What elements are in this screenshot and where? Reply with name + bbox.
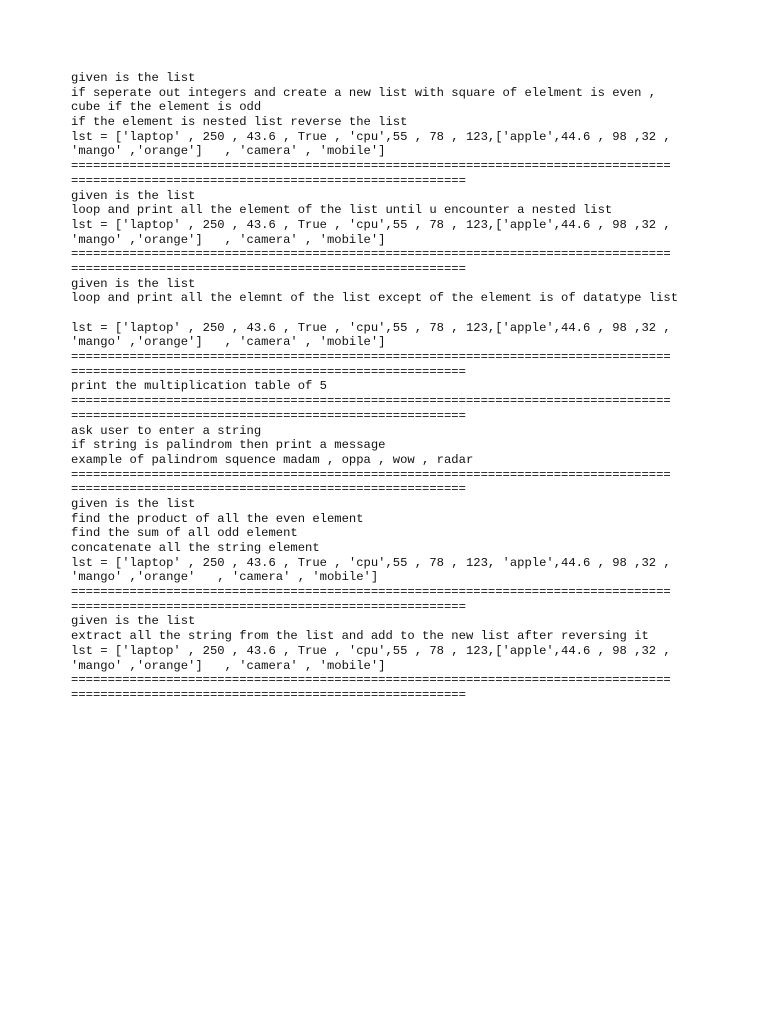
text-line: if the element is nested list reverse the list bbox=[71, 115, 408, 130]
text-line: given is the list bbox=[71, 276, 196, 291]
separator-line: ====================================================== bbox=[71, 599, 466, 614]
text-line: find the sum of all odd element bbox=[71, 526, 298, 541]
separator-line: ================================================================================== bbox=[71, 585, 671, 600]
text-line: extract all the string from the list and add to the new list after reversing it bbox=[71, 629, 649, 644]
separator-line: ====================================================== bbox=[71, 408, 466, 423]
document-page bbox=[71, 71, 711, 703]
code-line: lst = ['laptop' , 250 , 43.6 , True , 'cpu',55 , 78 , 123,['apple',44.6 , 98 ,32 , bbox=[71, 643, 671, 658]
separator-line: ================================================================================== bbox=[71, 159, 671, 174]
separator-line: ================================================================================== bbox=[71, 673, 671, 688]
text-line: if seperate out integers and create a new list with square of elelment is even , bbox=[71, 85, 657, 100]
code-line: lst = ['laptop' , 250 , 43.6 , True , 'cpu',55 , 78 , 123,['apple',44.6 , 98 ,32 , bbox=[71, 217, 671, 232]
separator-line: ================================================================================== bbox=[71, 247, 671, 262]
separator-line: ====================================================== bbox=[71, 173, 466, 188]
blank-line bbox=[71, 306, 711, 321]
code-line: 'mango' ,'orange'] , 'camera' , 'mobile'] bbox=[71, 335, 386, 350]
separator-line: ================================================================================== bbox=[71, 350, 671, 365]
code-line: lst = ['laptop' , 250 , 43.6 , True , 'cpu',55 , 78 , 123,['apple',44.6 , 98 ,32 , bbox=[71, 129, 671, 144]
code-line: 'mango' ,'orange'] , 'camera' , 'mobile'] bbox=[71, 658, 386, 673]
text-line: given is the list bbox=[71, 496, 196, 511]
separator-line: ================================================================================== bbox=[71, 467, 671, 482]
text-line: given is the list bbox=[71, 614, 196, 629]
text-line: loop and print all the element of the list until u encounter a nested list bbox=[71, 203, 613, 218]
text-line: find the product of all the even element bbox=[71, 511, 364, 526]
separator-line: ====================================================== bbox=[71, 482, 466, 497]
separator-line: ====================================================== bbox=[71, 261, 466, 276]
separator-line: ================================================================================== bbox=[71, 394, 671, 409]
separator-line: ====================================================== bbox=[71, 687, 466, 702]
text-line: print the multiplication table of 5 bbox=[71, 379, 327, 394]
code-line: lst = ['laptop' , 250 , 43.6 , True , 'cpu',55 , 78 , 123, 'apple',44.6 , 98 ,32 , bbox=[71, 555, 671, 570]
text-line: loop and print all the elemnt of the list except of the element is of datatype list bbox=[71, 291, 679, 306]
code-line: 'mango' ,'orange' , 'camera' , 'mobile'] bbox=[71, 570, 379, 585]
text-line: given is the list bbox=[71, 188, 196, 203]
text-line: if string is palindrom then print a message bbox=[71, 438, 386, 453]
text-line: given is the list bbox=[71, 71, 196, 85]
text-line: concatenate all the string element bbox=[71, 541, 320, 555]
text-line: example of palindrom squence madam , oppa , wow , radar bbox=[71, 452, 474, 467]
code-line: 'mango' ,'orange'] , 'camera' , 'mobile'] bbox=[71, 144, 386, 159]
code-line: lst = ['laptop' , 250 , 43.6 , True , 'cpu',55 , 78 , 123,['apple',44.6 , 98 ,32 , bbox=[71, 320, 671, 335]
code-line: 'mango' ,'orange'] , 'camera' , 'mobile'] bbox=[71, 232, 386, 247]
text-line: ask user to enter a string bbox=[71, 423, 262, 438]
separator-line: ====================================================== bbox=[71, 364, 466, 379]
text-line: cube if the element is odd bbox=[71, 100, 262, 115]
